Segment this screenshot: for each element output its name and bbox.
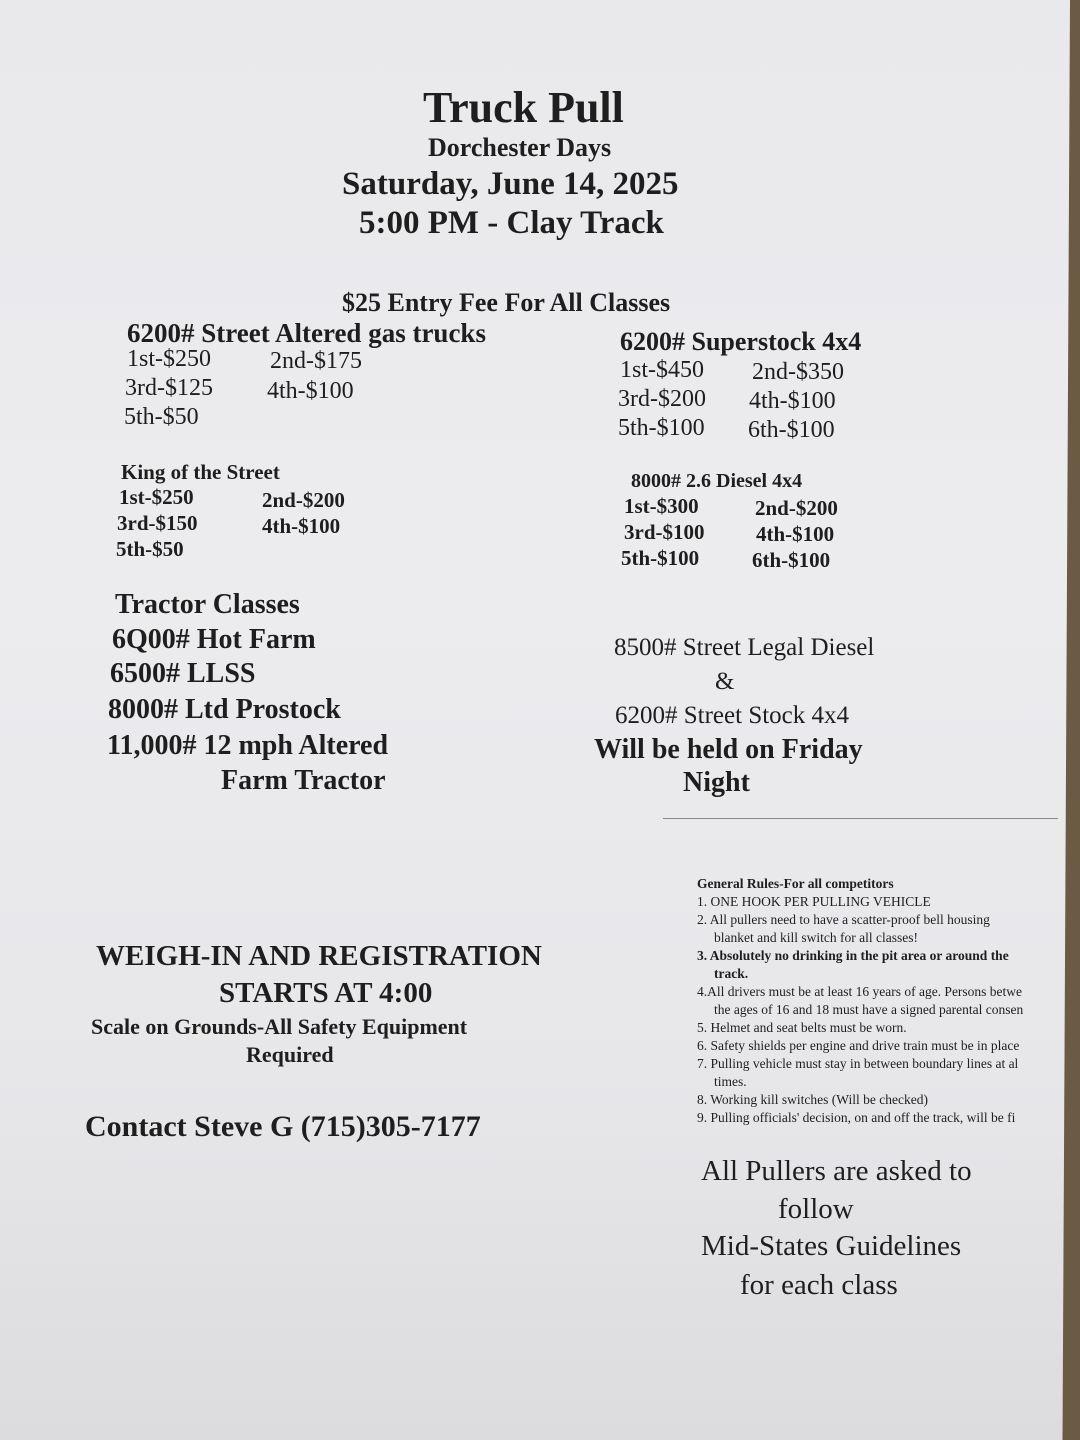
friday-notice: Will be held on Friday xyxy=(594,734,863,765)
rule-line: 3. Absolutely no drinking in the pit area or around the xyxy=(697,948,1009,963)
prize-6th: 6th-$100 xyxy=(752,548,831,572)
guidelines-line: follow xyxy=(778,1193,854,1225)
rule-line: times. xyxy=(714,1074,747,1089)
prize-1st: 1st-$250 xyxy=(127,346,211,372)
prize-4th: 4th-$100 xyxy=(262,514,341,538)
weigh-in-required: Required xyxy=(246,1042,334,1067)
tractor-class-item: 6Q00# Hot Farm xyxy=(112,624,316,655)
class-title-king-street: King of the Street xyxy=(121,460,280,484)
tractor-class-item: Farm Tractor xyxy=(221,765,386,796)
friday-notice-night: Night xyxy=(683,767,750,798)
rule-line: 9. Pulling officials' decision, on and off the track, will be fi xyxy=(697,1110,1016,1125)
prize-4th: 4th-$100 xyxy=(749,388,836,414)
prize-2nd: 2nd-$175 xyxy=(270,348,362,374)
rules-heading: General Rules-For all competitors xyxy=(697,876,894,891)
class-title-diesel: 8000# 2.6 Diesel 4x4 xyxy=(631,470,803,492)
prize-5th: 5th-$50 xyxy=(124,404,199,430)
rule-line: 7. Pulling vehicle must stay in between boundary lines at al xyxy=(697,1056,1019,1071)
prize-4th: 4th-$100 xyxy=(756,522,835,546)
prize-4th: 4th-$100 xyxy=(267,378,354,404)
general-rules xyxy=(697,875,1070,1127)
weigh-in-scale: Scale on Grounds-All Safety Equipment xyxy=(91,1014,468,1039)
rule-line: 5. Helmet and seat belts must be worn. xyxy=(697,1020,907,1035)
prize-5th: 5th-$100 xyxy=(621,546,700,570)
friday-class-1: 8500# Street Legal Diesel xyxy=(614,634,875,661)
rule-line: 4.All drivers must be at least 16 years of age. Persons betwe xyxy=(697,984,1023,999)
rule-line: blanket and kill switch for all classes! xyxy=(714,930,918,945)
guidelines-line: Mid-States Guidelines xyxy=(701,1230,962,1262)
event-time-place: 5:00 PM - Clay Track xyxy=(359,205,664,241)
prize-3rd: 3rd-$100 xyxy=(624,520,705,544)
contact-info: Contact Steve G (715)305-7177 xyxy=(85,1110,481,1143)
prize-1st: 1st-$300 xyxy=(624,494,699,518)
rule-line: 2. All pullers need to have a scatter-proof bell housing xyxy=(697,912,990,927)
rule-line: 8. Working kill switches (Will be checked) xyxy=(697,1092,928,1107)
flyer-title: Truck Pull xyxy=(423,83,624,132)
prize-1st: 1st-$450 xyxy=(620,357,704,383)
prize-5th: 5th-$100 xyxy=(618,415,705,441)
friday-class-2: 6200# Street Stock 4x4 xyxy=(615,702,850,729)
event-date: Saturday, June 14, 2025 xyxy=(342,166,679,202)
prize-3rd: 3rd-$125 xyxy=(125,375,213,401)
tractor-class-item: 11,000# 12 mph Altered xyxy=(107,730,389,761)
divider-line xyxy=(663,818,1058,819)
rule-line: the ages of 16 and 18 must have a signed parental consen xyxy=(714,1002,1024,1017)
prize-3rd: 3rd-$150 xyxy=(117,511,198,535)
prize-2nd: 2nd-$200 xyxy=(262,488,345,512)
class-title-street-altered: 6200# Street Altered gas trucks xyxy=(127,318,486,348)
rule-line: 1. ONE HOOK PER PULLING VEHICLE xyxy=(697,894,931,909)
tractor-class-item: 6500# LLSS xyxy=(110,658,256,689)
guidelines-line: All Pullers are asked to xyxy=(701,1155,972,1187)
entry-fee: $25 Entry Fee For All Classes xyxy=(342,288,671,317)
weigh-in-time: STARTS AT 4:00 xyxy=(219,977,433,1009)
prize-3rd: 3rd-$200 xyxy=(618,386,706,412)
prize-2nd: 2nd-$200 xyxy=(755,496,838,520)
class-title-superstock: 6200# Superstock 4x4 xyxy=(620,327,862,356)
flyer-subtitle: Dorchester Days xyxy=(428,133,612,162)
prize-1st: 1st-$250 xyxy=(119,485,194,509)
guidelines-line: for each class xyxy=(740,1269,898,1301)
tractor-classes-heading: Tractor Classes xyxy=(115,589,300,620)
prize-6th: 6th-$100 xyxy=(748,417,835,443)
weigh-in-heading: WEIGH-IN AND REGISTRATION xyxy=(96,940,542,972)
prize-5th: 5th-$50 xyxy=(116,537,184,561)
friday-ampersand: & xyxy=(715,668,735,695)
prize-2nd: 2nd-$350 xyxy=(752,359,844,385)
tractor-class-item: 8000# Ltd Prostock xyxy=(108,694,341,725)
rule-line: track. xyxy=(714,966,749,981)
rule-line: 6. Safety shields per engine and drive train must be in place xyxy=(697,1038,1020,1053)
